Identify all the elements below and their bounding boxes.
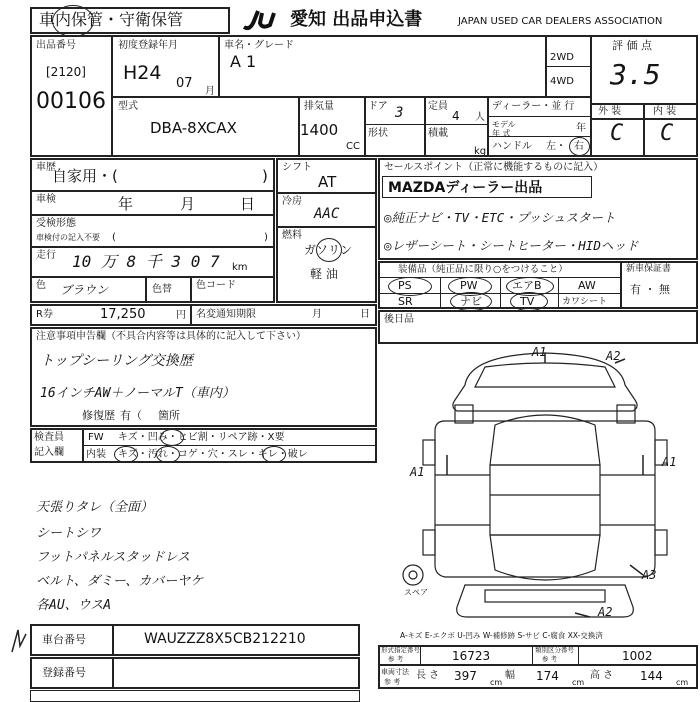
height-value: 144 (640, 669, 663, 683)
name-change-label: 名変通知期限 (196, 309, 256, 320)
new-warranty-label: 新車保証書 (626, 264, 672, 274)
doors-label: ドア (368, 101, 388, 112)
accept-close: ) (264, 232, 268, 243)
divider (364, 96, 366, 157)
divider (620, 261, 622, 309)
form-type-ref: 参 考 (388, 655, 404, 663)
drive-2wd: 2WD (550, 52, 574, 63)
color-exchange: 色替 (152, 284, 172, 295)
model-label: 車名・グレード (224, 40, 294, 51)
notes-label: 注意事項申告欄（不具合内容等は具体的に記入して下さい） (36, 331, 306, 342)
interior-label: 内 装 (653, 106, 677, 117)
divider (532, 645, 533, 664)
mileage-label: 走行 (36, 250, 56, 261)
accept-open: ( (112, 232, 116, 243)
equip-seat: カワシート (562, 297, 608, 307)
shift-label: シフト (282, 162, 312, 173)
repair-value: 有（ (120, 409, 142, 422)
ticket-unit: 円 (176, 310, 186, 321)
inspection-year: 年 (118, 195, 134, 213)
ticket-value: 17,250 (100, 307, 146, 322)
divider (276, 226, 377, 228)
shape-label: 形状 (368, 128, 388, 139)
divider (643, 103, 645, 157)
ju-logo (240, 9, 290, 33)
equip-airbag: エアB (512, 279, 542, 292)
color-value: ブラウン (60, 283, 109, 297)
rating-label: 評 価 点 (612, 39, 652, 52)
accept-label: 受検形態 (36, 218, 76, 229)
handle-left: 左・ (546, 141, 566, 152)
inspection-label: 車検 (36, 194, 56, 205)
inspection-month: 月 (180, 195, 196, 213)
name-change-day: 日 (360, 309, 370, 320)
history-label: 車歴 (36, 162, 56, 173)
new-warranty-value: 有 ・ 無 (630, 283, 670, 296)
divider (378, 664, 698, 666)
handle-right-circle (569, 137, 590, 156)
inspector-note: フットパネルスタッドレス (36, 550, 191, 565)
width-unit: cm (572, 678, 585, 687)
lot-number: 00106 (36, 89, 106, 114)
divider (145, 276, 147, 302)
damage-mark: A1 (410, 465, 425, 479)
capacity-unit: 人 (475, 112, 485, 123)
divider (112, 624, 114, 656)
width-value: 174 (536, 669, 559, 683)
int-items: キズ・汚れ・コゲ・穴・スレ・キレ・破レ (118, 449, 308, 460)
mileage-value: 10 万 8 千 3 0 7 (72, 252, 220, 271)
chassis-label: 車台番号 (42, 633, 86, 646)
notes-line-1: トップシーリング交換歴 (40, 353, 193, 369)
model-year-unit: 年 (576, 123, 586, 134)
fuel-gasoline: ガソリン (304, 243, 353, 257)
equip-navi-circle (450, 292, 492, 311)
inspection-day: 日 (240, 195, 256, 213)
inspector-note: シートシワ (36, 526, 102, 541)
width-label: 幅 (505, 670, 515, 681)
divider (364, 124, 487, 125)
fuel-circle (316, 238, 342, 262)
cutoff-strip (30, 690, 360, 702)
height-label: 高 さ (590, 670, 614, 681)
pen-mark (8, 626, 30, 656)
lot-label: 出品番号 (36, 40, 76, 51)
length-label: 長 さ (416, 670, 440, 681)
divider (190, 304, 192, 326)
exterior-label: 外 装 (598, 106, 622, 117)
equip-aw: AW (578, 279, 596, 292)
fw-dent-circle (160, 429, 184, 446)
history-value: 自家用・( (52, 167, 118, 185)
interior-grade: C (660, 121, 674, 146)
registration-month-unit: 月 (205, 86, 215, 97)
form-type-value: 16723 (452, 649, 491, 663)
divider (218, 35, 220, 96)
damage-mark: A2 (606, 349, 621, 363)
selling-line-2: ◎レザーシート・シートヒーター・HIDヘッド (384, 238, 639, 253)
loading-label: 後日品 (384, 314, 414, 325)
model-year-label: モデル 年 式 (492, 120, 516, 138)
color-code-label: 色コード (196, 280, 236, 291)
divider (487, 96, 489, 157)
car-damage-diagram (395, 345, 695, 625)
registration-label: 初度登録年月 (118, 40, 178, 51)
equip-navi: ナビ (460, 295, 482, 308)
spare-label: スペア (404, 588, 428, 597)
inspector-label-1: 検査員 (34, 432, 64, 443)
drive-4wd: 4WD (550, 76, 574, 87)
equip-pw: PW (460, 279, 478, 292)
inspector-note: ベルト、ダミー、カバーヤケ (36, 574, 204, 589)
shift-value: AT (318, 173, 337, 191)
load-label: 積載 (428, 128, 448, 139)
selling-line-1: ◎純正ナビ・TV・ETC・プッシュスタート (384, 210, 616, 225)
fw-items: キズ・凹み・ヒビ割・リペア跡・X要 (118, 432, 285, 443)
chassis-number: WAUZZZ8X5CB212210 (144, 631, 306, 647)
inspector-note: 各AU、ウスA (36, 598, 112, 613)
dealer-label: ディーラー・並 行 (492, 101, 575, 112)
aircon-value: AAC (314, 206, 340, 222)
divider (276, 192, 377, 194)
inspector-note: 天張りタレ（全面） (36, 500, 154, 515)
divider (30, 214, 275, 216)
int-wear-circle (262, 446, 286, 463)
handle-right: 右 (574, 141, 584, 152)
damage-mark: A2 (598, 605, 613, 619)
height-unit: cm (676, 678, 689, 687)
registration-month: 07 (176, 76, 193, 91)
capacity-label: 定員 (428, 101, 448, 112)
exterior-grade: C (610, 121, 624, 146)
equip-tv-circle (510, 292, 548, 311)
form-class-value: 1002 (622, 649, 653, 663)
divider (590, 35, 592, 157)
fw-label: FW (88, 432, 104, 443)
form-class-ref: 参 考 (542, 655, 558, 663)
type-label: 型式 (118, 101, 138, 112)
doors-value: 3 (395, 105, 404, 121)
color-label: 色 (36, 280, 46, 291)
notes-line-2: 16インチAW＋ノーマルT（車内） (40, 386, 235, 401)
lot-sub-code: [2120] (46, 65, 86, 79)
repair-label: 修復歴 (82, 409, 115, 422)
length-value: 397 (454, 669, 477, 683)
repair-close: 箇所 (158, 409, 180, 422)
divider (30, 276, 275, 278)
form-class-label: 類別区分番号 (535, 646, 574, 654)
divider (420, 645, 421, 664)
divider (30, 246, 275, 248)
damage-mark: A1 (532, 345, 547, 359)
registration-year: H24 (123, 62, 162, 84)
ticket-label: R券 (36, 309, 53, 320)
storage-tag: 車内保管・守衛保管 (39, 10, 184, 29)
inspector-label-2: 記入欄 (34, 447, 64, 458)
divider (112, 657, 114, 689)
equip-ps-circle (388, 277, 432, 296)
selling-points-label: セールスポイント（正常に機能するものに記入） (384, 162, 604, 173)
load-unit: kg (474, 146, 487, 157)
aircon-label: 冷房 (282, 196, 302, 207)
displacement-unit: CC (346, 141, 360, 152)
fuel-label: 燃料 (282, 230, 302, 241)
equip-sr: SR (398, 295, 413, 308)
form-type-label: 形式指定番号 (381, 646, 420, 654)
reg-number-label: 登録番号 (42, 666, 86, 679)
int-scratch-circle (114, 446, 138, 463)
mileage-unit: km (232, 262, 248, 273)
length-unit: cm (490, 678, 503, 687)
form-title: 愛知 出品申込書 (290, 9, 423, 30)
selling-dealer-line: MAZDAディーラー出品 (388, 180, 543, 196)
fuel-diesel: 軽 油 (310, 267, 338, 281)
name-change-month: 月 (312, 309, 322, 320)
storage-circle (52, 5, 94, 37)
divider (424, 96, 426, 157)
type-value: DBA-8XCAX (150, 119, 237, 137)
accept-note: 車検付の記入不要 (36, 233, 100, 242)
history-close: ) (262, 167, 268, 185)
divider (190, 276, 192, 302)
int-label: 内装 (86, 449, 106, 460)
capacity-value: 4 (452, 109, 460, 123)
divider (488, 116, 590, 117)
equipment-label: 装備品（純正品に限り○をつけること） (398, 264, 568, 275)
dims-ref: 参 考 (384, 678, 401, 686)
damage-mark: A3 (642, 568, 657, 582)
dims-label: 車両寸法 (381, 668, 409, 676)
divider (545, 66, 590, 67)
damage-mark: A1 (662, 455, 677, 469)
rating-score: 3.5 (610, 58, 661, 91)
association-name: JAPAN USED CAR DEALERS ASSOCIATION (458, 16, 663, 27)
equip-ps: PS (398, 279, 412, 292)
divider (30, 190, 275, 192)
handle-label: ハンドル (492, 141, 532, 152)
int-dirt-circle (156, 446, 180, 463)
equip-tv: TV (520, 295, 535, 308)
displacement-label: 排気量 (304, 101, 334, 112)
divider (578, 645, 579, 664)
model-name: A 1 (230, 52, 257, 71)
loading-block (378, 310, 698, 344)
damage-legend: A-キズ E-エクボ U-凹み W-補修跡 S-サビ C-腐食 XX-交換済 (400, 631, 603, 640)
displacement-value: 1400 (300, 121, 339, 139)
divider (111, 96, 590, 98)
